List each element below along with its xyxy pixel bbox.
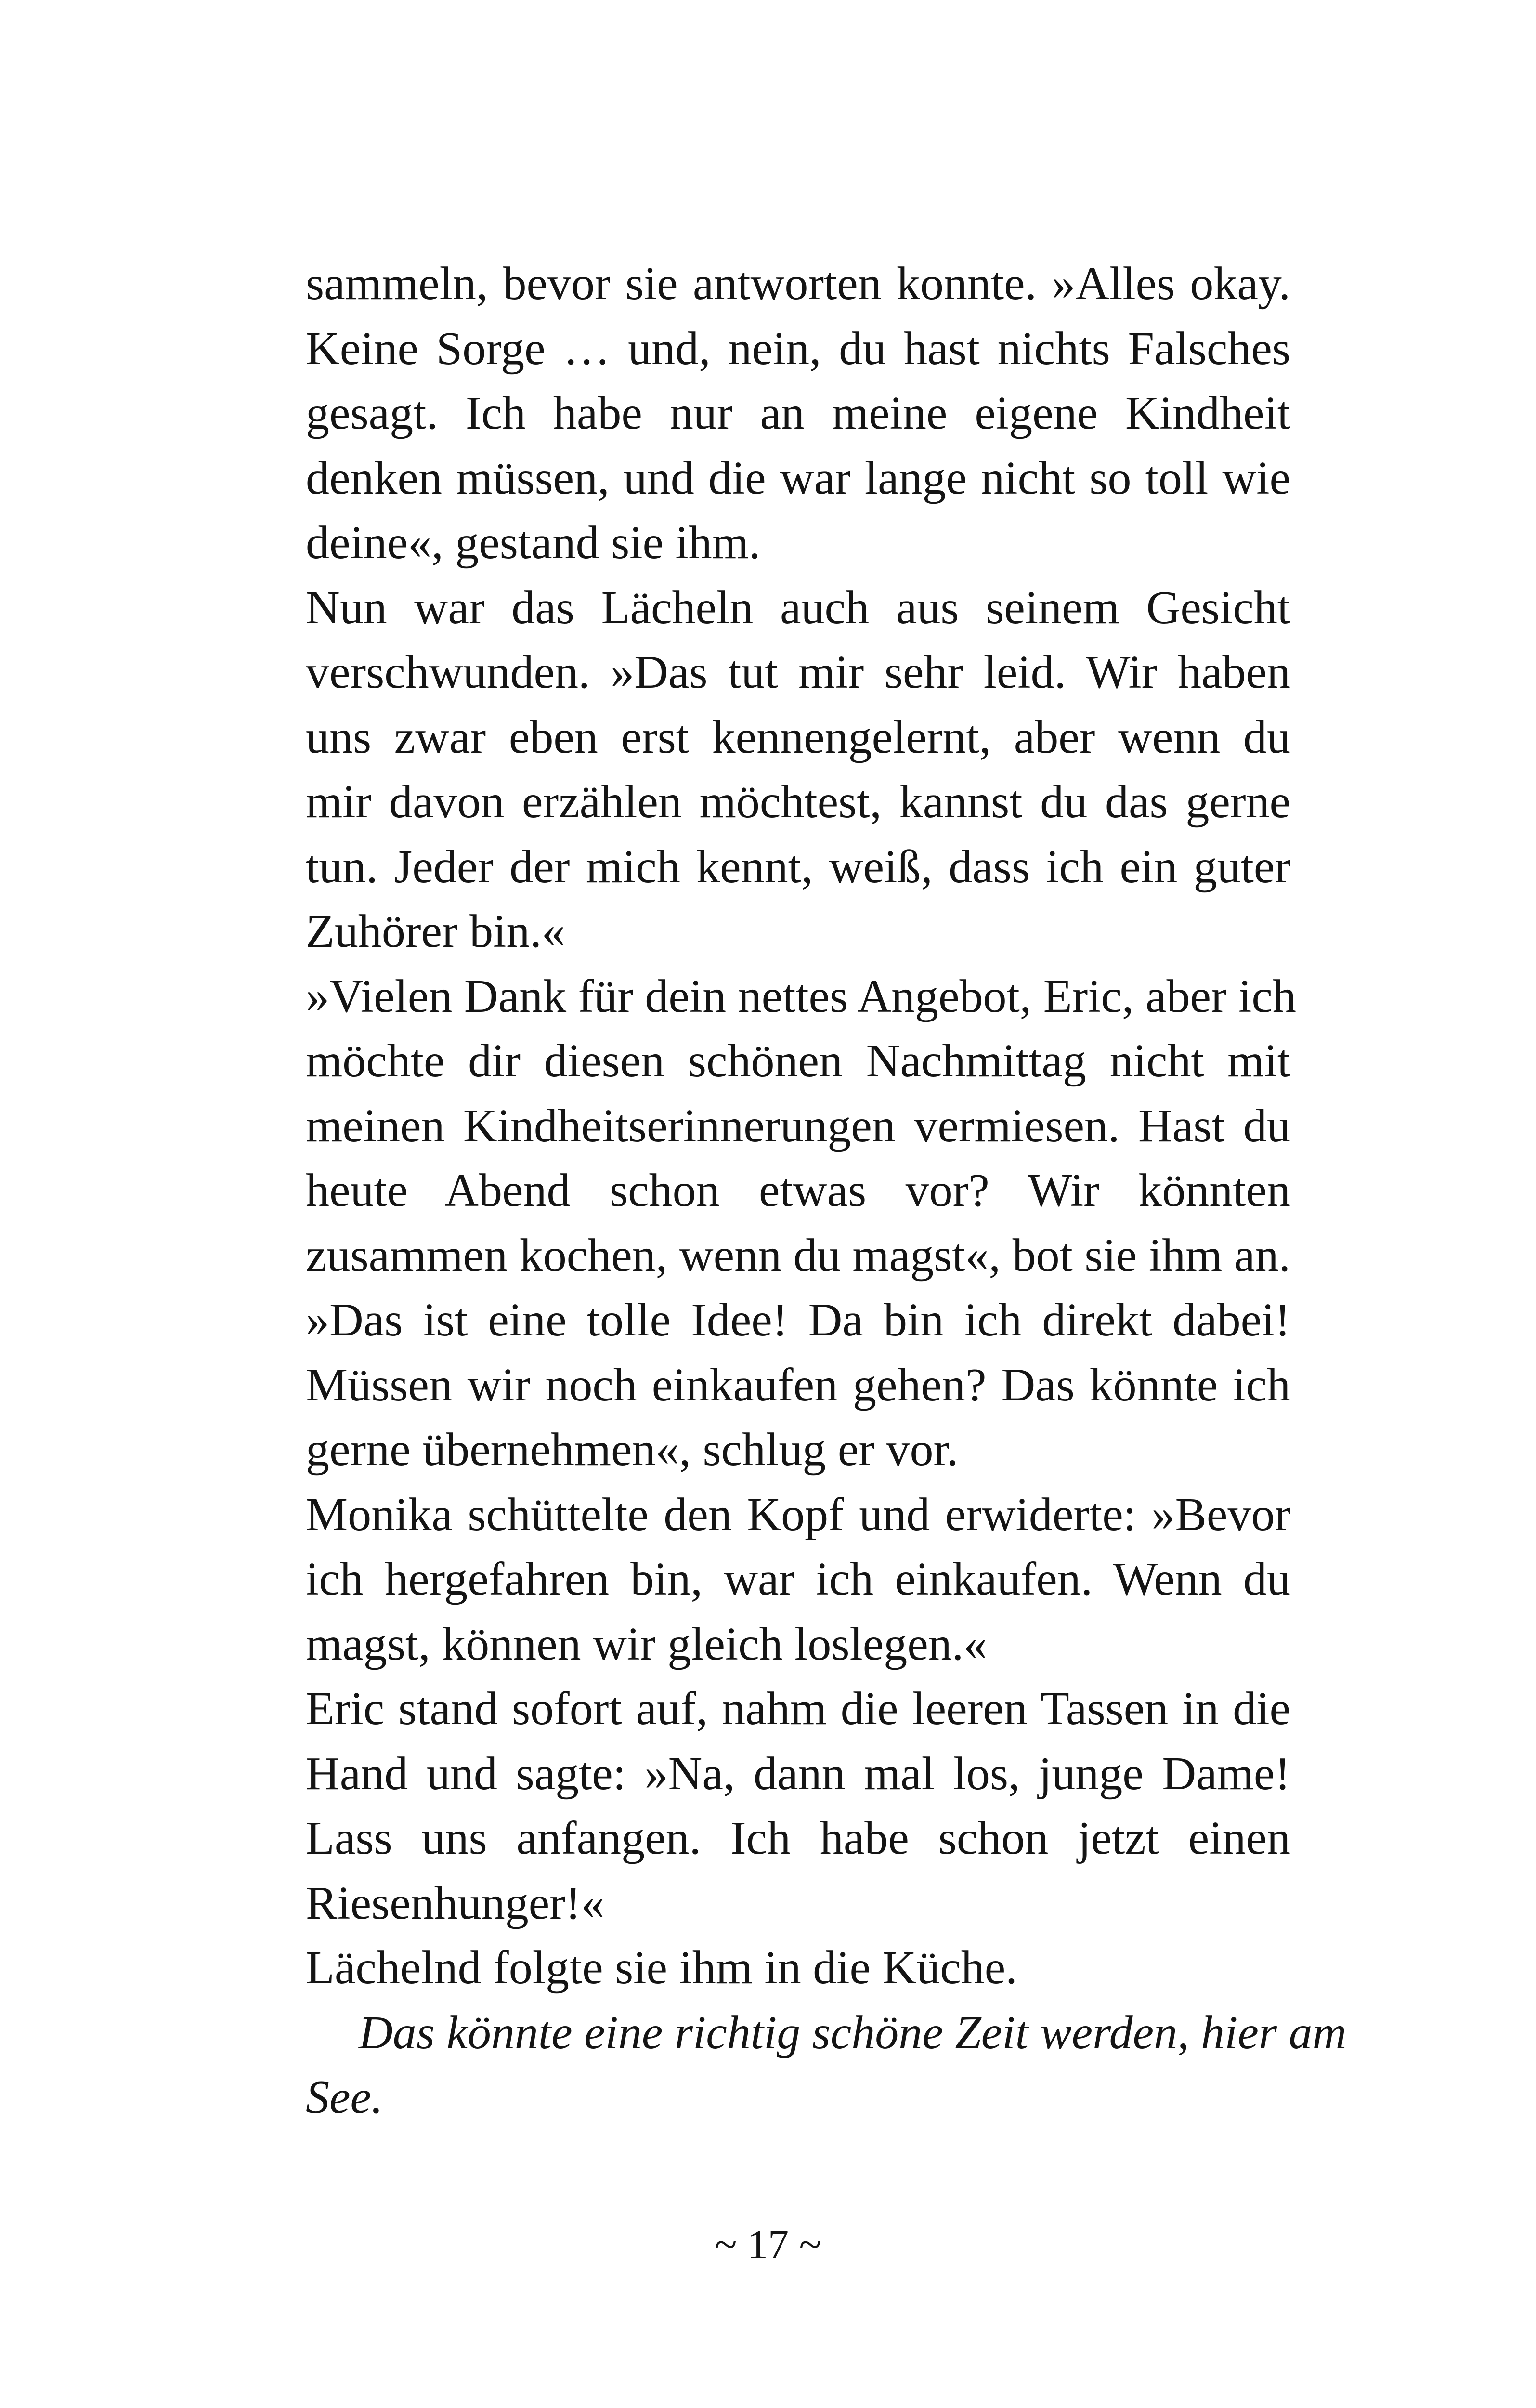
text-line: denken müssen, und die war lange nicht so toll wie (306, 452, 1290, 504)
text-line: zusammen kochen, wenn du magst«, bot sie ihm an. (306, 1229, 1290, 1282)
text-line: »Vielen Dank für dein nettes Angebot, Eric, aber ich (306, 970, 1296, 1022)
text-line: heute Abend schon etwas vor? Wir könnten (306, 1165, 1290, 1217)
italic-thought-line: Das könnte eine richtig schöne Zeit werden, hier am (359, 2006, 1347, 2059)
text-line: Monika schüttelte den Kopf und erwiderte: »Bevor (306, 1488, 1290, 1541)
text-line: gesagt. Ich habe nur an meine eigene Kindheit (306, 387, 1290, 439)
text-line: Riesenhunger!« (306, 1877, 605, 1929)
italic-thought-line: See. (306, 2071, 383, 2123)
text-line: tun. Jeder der mich kennt, weiß, dass ich ein guter (306, 840, 1290, 893)
text-line: sammeln, bevor sie antworten konnte. »Alles okay. (306, 258, 1290, 310)
text-line: Müssen wir noch einkaufen gehen? Das könnte ich (306, 1359, 1290, 1411)
text-line: gerne übernehmen«, schlug er vor. (306, 1424, 959, 1476)
text-line: möchte dir diesen schönen Nachmittag nicht mit (306, 1035, 1290, 1087)
page-number: ~ 17 ~ (714, 2221, 822, 2267)
text-line: verschwunden. »Das tut mir sehr leid. Wir haben (306, 646, 1290, 698)
body-text (306, 251, 1347, 2130)
text-line: Nun war das Lächeln auch aus seinem Gesicht (306, 581, 1290, 634)
text-line: Eric stand sofort auf, nahm die leeren Tassen in die (306, 1683, 1290, 1735)
text-line: meinen Kindheitserinnerungen vermiesen. Hast du (306, 1099, 1290, 1152)
text-line: uns zwar eben erst kennengelernt, aber wenn du (306, 711, 1290, 763)
text-line: mir davon erzählen möchtest, kannst du das gerne (306, 776, 1290, 828)
text-line: Zuhörer bin.« (306, 905, 565, 957)
text-line: ich hergefahren bin, war ich einkaufen. Wenn du (306, 1553, 1290, 1605)
text-line: Keine Sorge … und, nein, du hast nichts Falsches (306, 322, 1290, 375)
text-line: »Das ist eine tolle Idee! Da bin ich direkt dabei! (306, 1294, 1290, 1346)
text-line: deine«, gestand sie ihm. (306, 517, 761, 569)
text-line: Lass uns anfangen. Ich habe schon jetzt einen (306, 1812, 1290, 1864)
text-line: Hand und sagte: »Na, dann mal los, junge Dame! (306, 1747, 1290, 1800)
text-line: Lächelnd folgte sie ihm in die Küche. (306, 1942, 1017, 1994)
text-line: magst, können wir gleich loslegen.« (306, 1618, 988, 1670)
